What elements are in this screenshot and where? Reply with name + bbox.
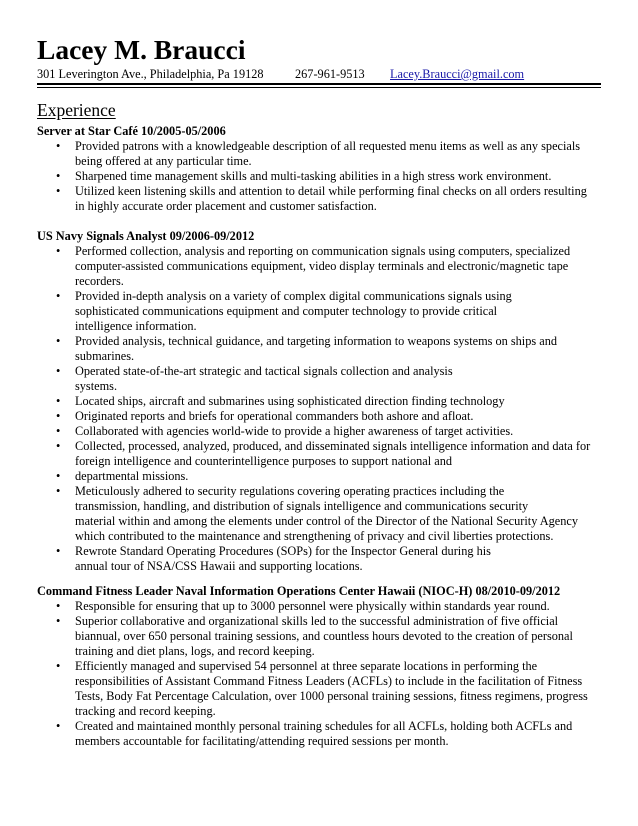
bullet-glyph: • <box>56 469 61 483</box>
job-fitness-bullets <box>56 599 601 749</box>
bullet-line: departmental missions. <box>75 469 189 483</box>
bullet-line: systems. <box>75 379 118 393</box>
bullet-line: Provided in-depth analysis on a variety of complex digital communications signals using <box>75 289 512 303</box>
list-item <box>56 334 601 364</box>
bullet-glyph: • <box>56 484 61 498</box>
list-item <box>56 659 601 719</box>
bullet-line: computer-assisted communications equipment, video display terminals and electronic/magnetic tape <box>75 259 569 273</box>
job-title-server: Server at Star Café 10/2005-05/2006 <box>37 124 226 138</box>
list-item <box>56 439 601 469</box>
phone: 267-961-9513 <box>295 67 365 81</box>
bullet-line: intelligence information. <box>75 319 197 333</box>
list-item <box>56 719 601 749</box>
bullet-line: which contributed to the maintenance and strengthening of privacy and civil liberties protections. <box>75 529 554 543</box>
bullet-line: Rewrote Standard Operating Procedures (SOPs) for the Inspector General during his <box>75 544 491 558</box>
list-item <box>56 409 601 424</box>
candidate-name: Lacey M. Braucci <box>37 34 246 65</box>
bullet-line: annual tour of NSA/CSS Hawaii and supporting locations. <box>75 559 363 573</box>
bullet-glyph: • <box>56 424 61 438</box>
bullet-glyph: • <box>56 364 61 378</box>
list-item <box>56 289 601 334</box>
bullet-glyph: • <box>56 169 61 183</box>
bullet-glyph: • <box>56 439 61 453</box>
bullet-line: Collaborated with agencies world-wide to provide a higher awareness of target activities. <box>75 424 514 438</box>
bullet-line: being offered at any particular time. <box>75 154 252 168</box>
bullet-line: submarines. <box>75 349 135 363</box>
list-item <box>56 184 601 214</box>
bullet-line: transmission, handling, and distribution of signals intelligence and communications security <box>75 499 529 513</box>
list-item <box>56 364 601 394</box>
bullet-line: in highly accurate order placement and customer satisfaction. <box>75 199 377 213</box>
list-item <box>56 599 601 614</box>
list-item <box>56 424 601 439</box>
job-title-fitness: Command Fitness Leader Naval Information Operations Center Hawaii (NIOC-H) 08/2010-09/2012 <box>37 584 561 598</box>
bullet-line: material within and among the elements under control of the Director of the National Security Agency <box>75 514 578 528</box>
list-item <box>56 484 601 544</box>
bullet-line: Created and maintained monthly personal training schedules for all ACFLs, holding both ACFLs and <box>75 719 573 733</box>
bullet-line: Located ships, aircraft and submarines using sophisticated direction finding technology <box>75 394 505 408</box>
bullet-glyph: • <box>56 289 61 303</box>
bullet-line: tracking and record keeping. <box>75 704 216 718</box>
bullet-line: sophisticated communications equipment and computer technology to provide critical <box>75 304 498 318</box>
list-item <box>56 469 601 484</box>
address: 301 Leverington Ave., Philadelphia, Pa 19128 <box>37 67 264 81</box>
bullet-line: foreign intelligence and counterintelligence purposes to support national and <box>75 454 452 468</box>
bullet-line: Tests, Body Fat Percentage Calculation, over 1000 personal training sessions, fitness regimens, progress <box>75 689 588 703</box>
bullet-line: Provided patrons with a knowledgeable description of all requested menu items as well as any specials <box>75 139 581 153</box>
bullet-line: biannual, over 650 personal training sessions, and countless hours devoted to the creation of personal <box>75 629 573 643</box>
bullet-glyph: • <box>56 614 61 628</box>
email-link[interactable]: Lacey.Braucci@gmail.com <box>390 67 525 81</box>
bullet-glyph: • <box>56 139 61 153</box>
bullet-line: Performed collection, analysis and reporting on communication signals using computers, specialized <box>75 244 571 258</box>
bullet-glyph: • <box>56 719 61 733</box>
bullet-glyph: • <box>56 394 61 408</box>
list-item <box>56 614 601 659</box>
bullet-line: responsibilities of Assistant Command Fitness Leaders (ACFLs) to include in the facilitation of Fitness <box>75 674 583 688</box>
list-item <box>56 544 601 574</box>
bullet-glyph: • <box>56 599 61 613</box>
bullet-glyph: • <box>56 409 61 423</box>
bullet-line: Provided analysis, technical guidance, and targeting information to weapons systems on ships and <box>75 334 557 348</box>
bullet-line: Responsible for ensuring that up to 3000 personnel were physically within standards year round. <box>75 599 550 613</box>
bullet-line: Superior collaborative and organizational skills led to the successful administration of five official <box>75 614 559 628</box>
experience-heading: Experience <box>37 100 116 120</box>
bullet-line: recorders. <box>75 274 124 288</box>
job-server-bullets <box>56 139 601 214</box>
bullet-line: Utilized keen listening skills and attention to detail while performing final checks on all orders resulting <box>75 184 587 198</box>
list-item <box>56 394 601 409</box>
bullet-line: Operated state-of-the-art strategic and tactical signals collection and analysis <box>75 364 453 378</box>
bullet-line: Sharpened time management skills and multi-tasking abilities in a high stress work environment. <box>75 169 552 183</box>
bullet-line: Collected, processed, analyzed, produced, and disseminated signals intelligence information and data for <box>75 439 591 453</box>
bullet-line: Meticulously adhered to security regulations covering operating practices including the <box>75 484 505 498</box>
bullet-glyph: • <box>56 544 61 558</box>
header-rule-thin <box>37 87 601 88</box>
job-title-navy: US Navy Signals Analyst 09/2006-09/2012 <box>37 229 255 243</box>
bullet-glyph: • <box>56 659 61 673</box>
list-item <box>56 244 601 289</box>
job-navy-bullets <box>56 244 601 574</box>
list-item <box>56 169 601 184</box>
list-item <box>56 139 601 169</box>
bullet-glyph: • <box>56 184 61 198</box>
bullet-line: training and diet plans, logs, and record keeping. <box>75 644 315 658</box>
bullet-glyph: • <box>56 244 61 258</box>
bullet-line: Originated reports and briefs for operational commanders both ashore and afloat. <box>75 409 474 423</box>
bullet-glyph: • <box>56 334 61 348</box>
bullet-line: members accountable for facilitating/attending required sessions per month. <box>75 734 449 748</box>
header-rule-thick <box>37 83 601 85</box>
bullet-line: Efficiently managed and supervised 54 personnel at three separate locations in performing the <box>75 659 538 673</box>
